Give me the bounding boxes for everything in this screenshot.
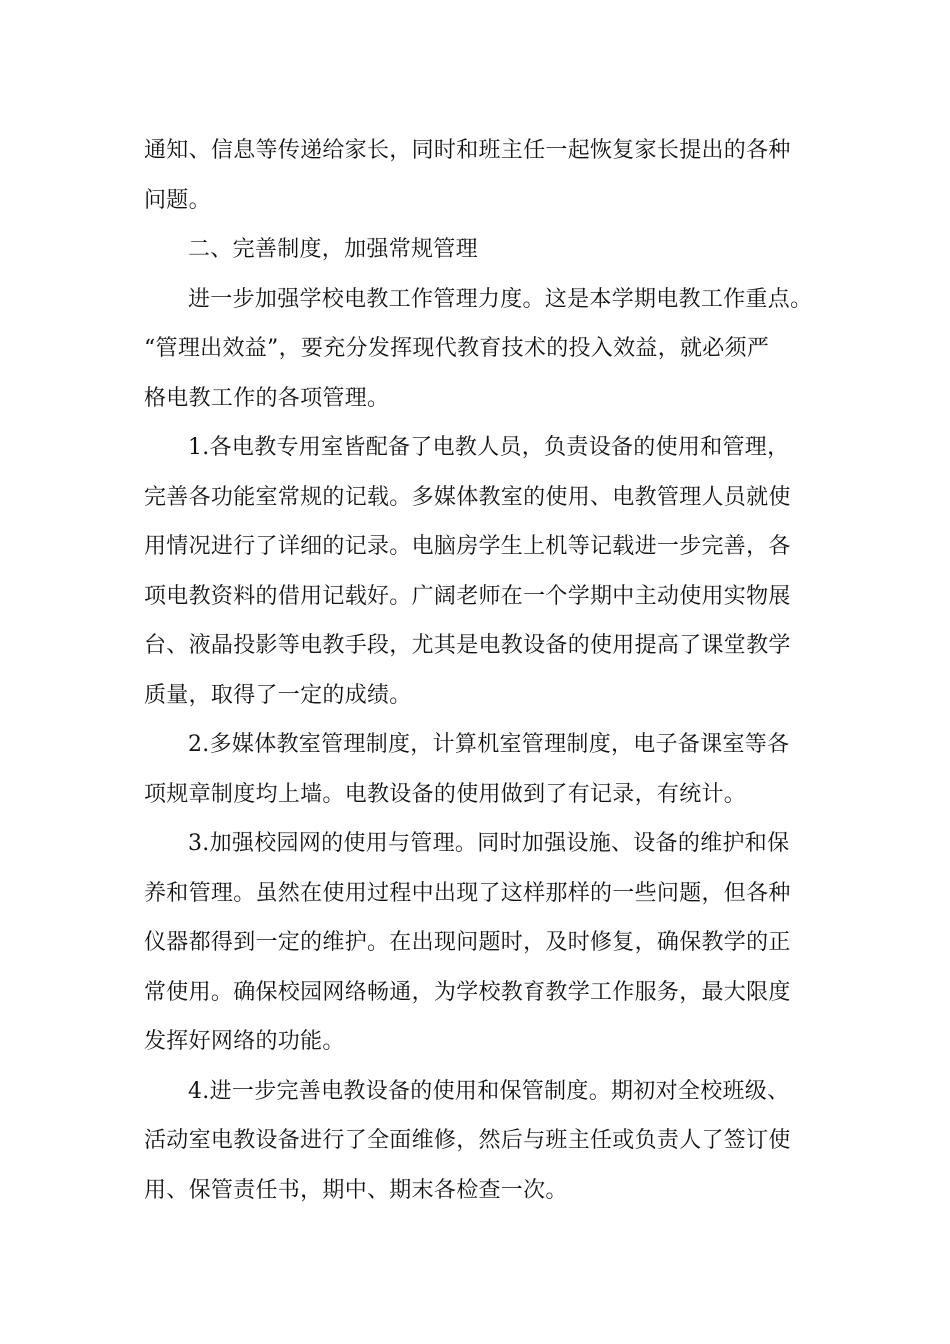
text-line: 发挥好网络的功能。	[144, 1029, 345, 1054]
text-line: 养和管理。虽然在使用过程中出现了这样那样的一些问题，但各种	[144, 880, 791, 906]
text-line: 问题。	[144, 187, 211, 213]
text-line: 常使用。确保校园网络畅通，为学校教育教学工作服务，最大限度	[144, 979, 791, 1005]
text-line: 项规章制度均上墙。电教设备的使用做到了有记录，有统计。	[144, 781, 747, 807]
text-line: 项电教资料的借用记载好。广阔老师在一个学期中主动使用实物展	[144, 583, 791, 609]
text-line: 用情况进行了详细的记录。电脑房学生上机等记载进一步完善，各	[144, 534, 791, 559]
text-line: 质量，取得了一定的成绩。	[144, 682, 412, 708]
section-heading: 二、完善制度，加强常规管理	[188, 237, 478, 262]
text-line: 4.进一步完善电教设备的使用和保管制度。期初对全校班级、	[188, 1078, 790, 1104]
text-line: 完善各功能室常规的记载。多媒体教室的使用、电教管理人员就使	[144, 484, 791, 510]
text-line: 仪器都得到一定的维护。在出现问题时，及时修复，确保教学的正	[144, 930, 791, 955]
document-body	[144, 126, 813, 1215]
text-line: 活动室电教设备进行了全面维修，然后与班主任或负责人了签订使	[144, 1128, 791, 1153]
text-line: 通知、信息等传递给家长，同时和班主任一起恢复家长提出的各种	[144, 138, 791, 163]
text-line: 台、液晶投影等电教手段，尤其是电教设备的使用提高了课堂教学	[144, 633, 791, 658]
text-line: 1.各电教专用室皆配备了电教人员，负责设备的使用和管理，	[188, 435, 790, 460]
text-line: 用、保管责任书，期中、期末各检查一次。	[144, 1177, 568, 1203]
text-line: 3.加强校园网的使用与管理。同时加强设施、设备的维护和保	[188, 831, 790, 856]
text-line: “管理出效益”，要充分发挥现代教育技术的投入效益，就必须严	[144, 336, 770, 361]
text-line: 2.多媒体教室管理制度，计算机室管理制度，电子备课室等各	[188, 732, 790, 757]
text-line: 格电教工作的各项管理。	[144, 385, 390, 411]
text-line: 进一步加强学校电教工作管理力度。这是本学期电教工作重点。	[188, 286, 813, 312]
